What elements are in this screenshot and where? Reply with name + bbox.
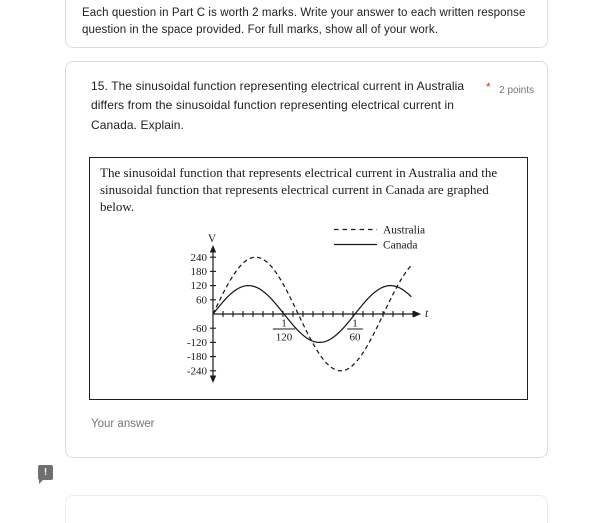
exclamation-icon: !	[43, 467, 48, 478]
graph-label: t	[425, 308, 429, 320]
instructions-card	[65, 0, 548, 48]
current-sine-graph	[90, 158, 527, 399]
graph-label: 120	[275, 331, 293, 344]
graph-label: 180	[190, 266, 207, 278]
graph-label: 120	[190, 280, 207, 293]
question-figure	[89, 157, 528, 400]
graph-label: 1	[352, 317, 358, 330]
required-asterisk: *	[486, 80, 491, 94]
question-text-line: differs from the sinusoidal function representing electrical current in	[91, 98, 455, 113]
next-card-top-edge	[65, 495, 548, 523]
question-text-line: 15. The sinusoidal function representing electrical current in Australia	[91, 79, 465, 93]
instructions-text-line: Each question in Part C is worth 2 marks. Write your answer to each written response	[82, 7, 526, 19]
graph-label: -180	[186, 351, 207, 364]
points-label: 2 points	[499, 85, 535, 96]
figure-caption-line: below.	[100, 199, 135, 215]
graph-label: Australia	[383, 224, 426, 237]
y-axis-arrow-up	[210, 245, 216, 253]
graph-label: -240	[186, 365, 207, 378]
speech-bubble-tail	[39, 479, 44, 484]
points-row	[486, 80, 534, 98]
x-axis-arrow	[414, 311, 422, 318]
graph-label: 60	[349, 331, 361, 344]
instructions-text-line: question in the space provided. For full marks, show all of your work.	[82, 24, 438, 36]
report-abuse-icon[interactable]	[38, 465, 53, 480]
graph-label: -120	[186, 337, 207, 349]
graph-label: 240	[190, 251, 207, 264]
graph-label: 60	[196, 294, 207, 307]
graph-label: -60	[192, 322, 207, 335]
figure-caption-line: sinusoidal function that represents electrical current in Canada are graphed	[100, 182, 489, 198]
y-axis-arrow-down	[210, 376, 216, 384]
question-text	[91, 77, 483, 135]
question-text-line: Canada. Explain.	[91, 117, 184, 132]
graph-label: Canada	[383, 239, 418, 252]
graph-label: V	[207, 233, 217, 245]
figure-caption-line: The sinusoidal function that represents electrical current in Australia and the	[100, 165, 498, 180]
answer-input[interactable]	[91, 412, 521, 436]
question-card	[65, 61, 548, 458]
answer-placeholder: Your answer	[91, 418, 155, 430]
graph-label: 1	[281, 317, 287, 330]
